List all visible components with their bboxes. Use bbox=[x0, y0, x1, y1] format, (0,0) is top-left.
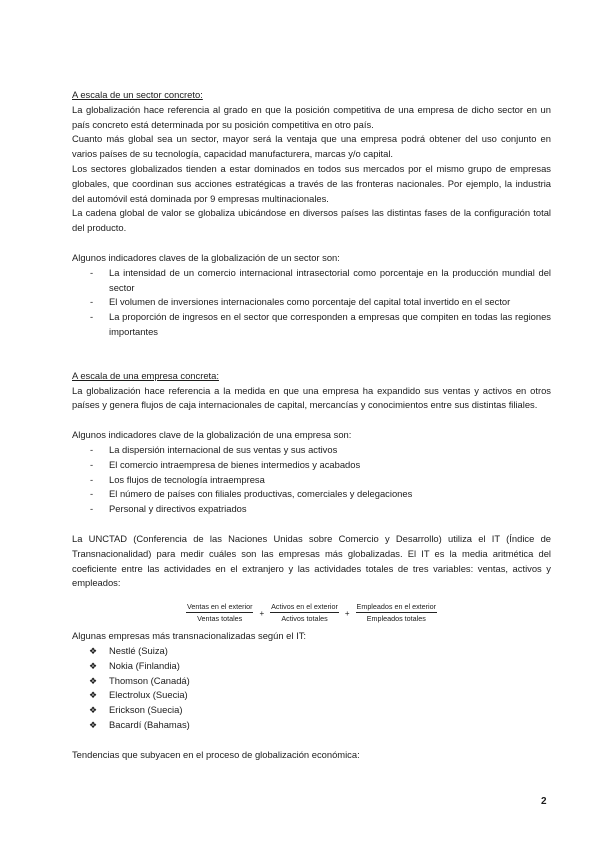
tendencias-heading: Tendencias que subyacen en el proceso de globalización económica: bbox=[72, 748, 360, 760]
fraction-activos: $\frac{\text{Activos en el exterior}}{\text{Activos totales}}$ bbox=[271, 602, 338, 624]
sector-paragraph: La cadena global de valor se globaliza ubicándose en diversos países las distintas fases de la configuración total del producto. bbox=[72, 207, 551, 234]
fraction-empleados: $\frac{\text{Empleados en el exterior}}{\text{Empleados totales}}$ bbox=[356, 602, 437, 624]
list-item: - La proporción de ingresos en el sector que corresponden a empresas que compiten en todas las regiones importantes bbox=[90, 311, 551, 337]
dash-marker: - bbox=[90, 473, 94, 485]
list-item: ❖ Electrolux (Suecia) bbox=[72, 688, 551, 703]
it-formula bbox=[72, 602, 551, 623]
empresa-indicators-intro: Algunos indicadores clave de la globalización de una empresa son: bbox=[72, 429, 352, 441]
sector-heading: A escala de un sector concreto: bbox=[72, 89, 203, 100]
unctad-paragraph: La UNCTAD (Conferencia de las Naciones Unidas sobre Comercio y Desarrollo) utiliza el IT (Índice de Transnacionalidad) para medir cuáles son las empresas más globalizadas. El IT es la media aritmética del coeficiente entre las actividades en el extranjero y las actividades totales de tres variables: ventas, activos y empleados: bbox=[72, 532, 551, 589]
plus-operator: + bbox=[259, 609, 265, 619]
list-item: - El comercio intraempresa de bienes intermedios y acabados bbox=[72, 458, 551, 473]
list-item: - La intensidad de un comercio internacional intrasectorial como porcentaje en la producción mundial del sector bbox=[90, 266, 551, 293]
sector-indicator-list bbox=[72, 266, 551, 340]
fraction-ventas: $\frac{\text{Ventas en el exterior}}{\text{Ventas totales}}$ bbox=[186, 602, 253, 624]
empresa-paragraph: La globalización hace referencia a la medida en que una empresa ha expandido sus ventas y activos en otros países y genera flujos de caja internacionales de capital, mercancías y conocimientos entre sus distintas filiales. bbox=[72, 384, 551, 411]
sector-indicators-intro: Algunos indicadores claves de la globalización de un sector son: bbox=[72, 251, 340, 263]
list-item: - El número de países con filiales productivas, comerciales y delegaciones bbox=[72, 487, 551, 502]
sector-paragraph: Los sectores globalizados tienden a estar dominados en todos sus mercados por el mismo grupo de empresas globales, que coordinan sus acciones estratégicas a través de las fronteras nacionales. Por ejemplo, la industria del automóvil está dominada por 9 empresas multinacionales. bbox=[72, 162, 551, 204]
diamond-bullet-icon: ❖ bbox=[89, 705, 98, 716]
empresa-heading: A escala de una empresa concreta: bbox=[72, 369, 219, 381]
dash-marker: - bbox=[90, 503, 94, 515]
diamond-bullet-icon: ❖ bbox=[89, 645, 98, 656]
list-item: ❖ Nokia (Finlandia) bbox=[72, 659, 551, 674]
list-item: ❖ Nestlé (Suiza) bbox=[72, 644, 551, 659]
dash-marker: - bbox=[90, 311, 94, 323]
list-item: ❖ Bacardí (Bahamas) bbox=[72, 718, 551, 733]
diamond-bullet-icon: ❖ bbox=[89, 719, 98, 730]
sector-paragraph: La globalización hace referencia al grado en que la posición competitiva de una empresa de dicho sector en un país concreto está determinada por su posición competitiva en otro país. bbox=[72, 103, 551, 130]
sector-paragraph: Cuanto más global sea un sector, mayor será la ventaja que una empresa podrá obtener del uso conjunto en varios países de su tecnología, capacidad manufacturera, marcas y/o capital. bbox=[72, 133, 551, 160]
list-item: - Personal y directivos expatriados bbox=[72, 502, 551, 517]
dash-marker: - bbox=[90, 296, 94, 308]
diamond-bullet-icon: ❖ bbox=[89, 660, 98, 671]
dash-marker: - bbox=[90, 443, 94, 455]
companies-list bbox=[72, 644, 551, 733]
page-number: 2 bbox=[541, 796, 547, 807]
list-item: ❖ Thomson (Canadá) bbox=[72, 674, 551, 689]
dash-marker: - bbox=[90, 488, 94, 500]
empresa-indicator-list bbox=[72, 443, 551, 517]
list-item: - Los flujos de tecnología intraempresa bbox=[72, 473, 551, 488]
page-content bbox=[72, 88, 551, 762]
list-item: - El volumen de inversiones internacionales como porcentaje del capital total invertido en el sector bbox=[72, 295, 551, 310]
list-item: ❖ Erickson (Suecia) bbox=[72, 703, 551, 718]
plus-operator: + bbox=[344, 609, 350, 619]
dash-marker: - bbox=[90, 266, 94, 278]
companies-intro: Algunas empresas más transnacionalizadas según el IT: bbox=[72, 630, 306, 642]
dash-marker: - bbox=[90, 458, 94, 470]
diamond-bullet-icon: ❖ bbox=[89, 675, 98, 686]
list-item: - La dispersión internacional de sus ventas y sus activos bbox=[72, 443, 551, 458]
diamond-bullet-icon: ❖ bbox=[89, 690, 98, 701]
